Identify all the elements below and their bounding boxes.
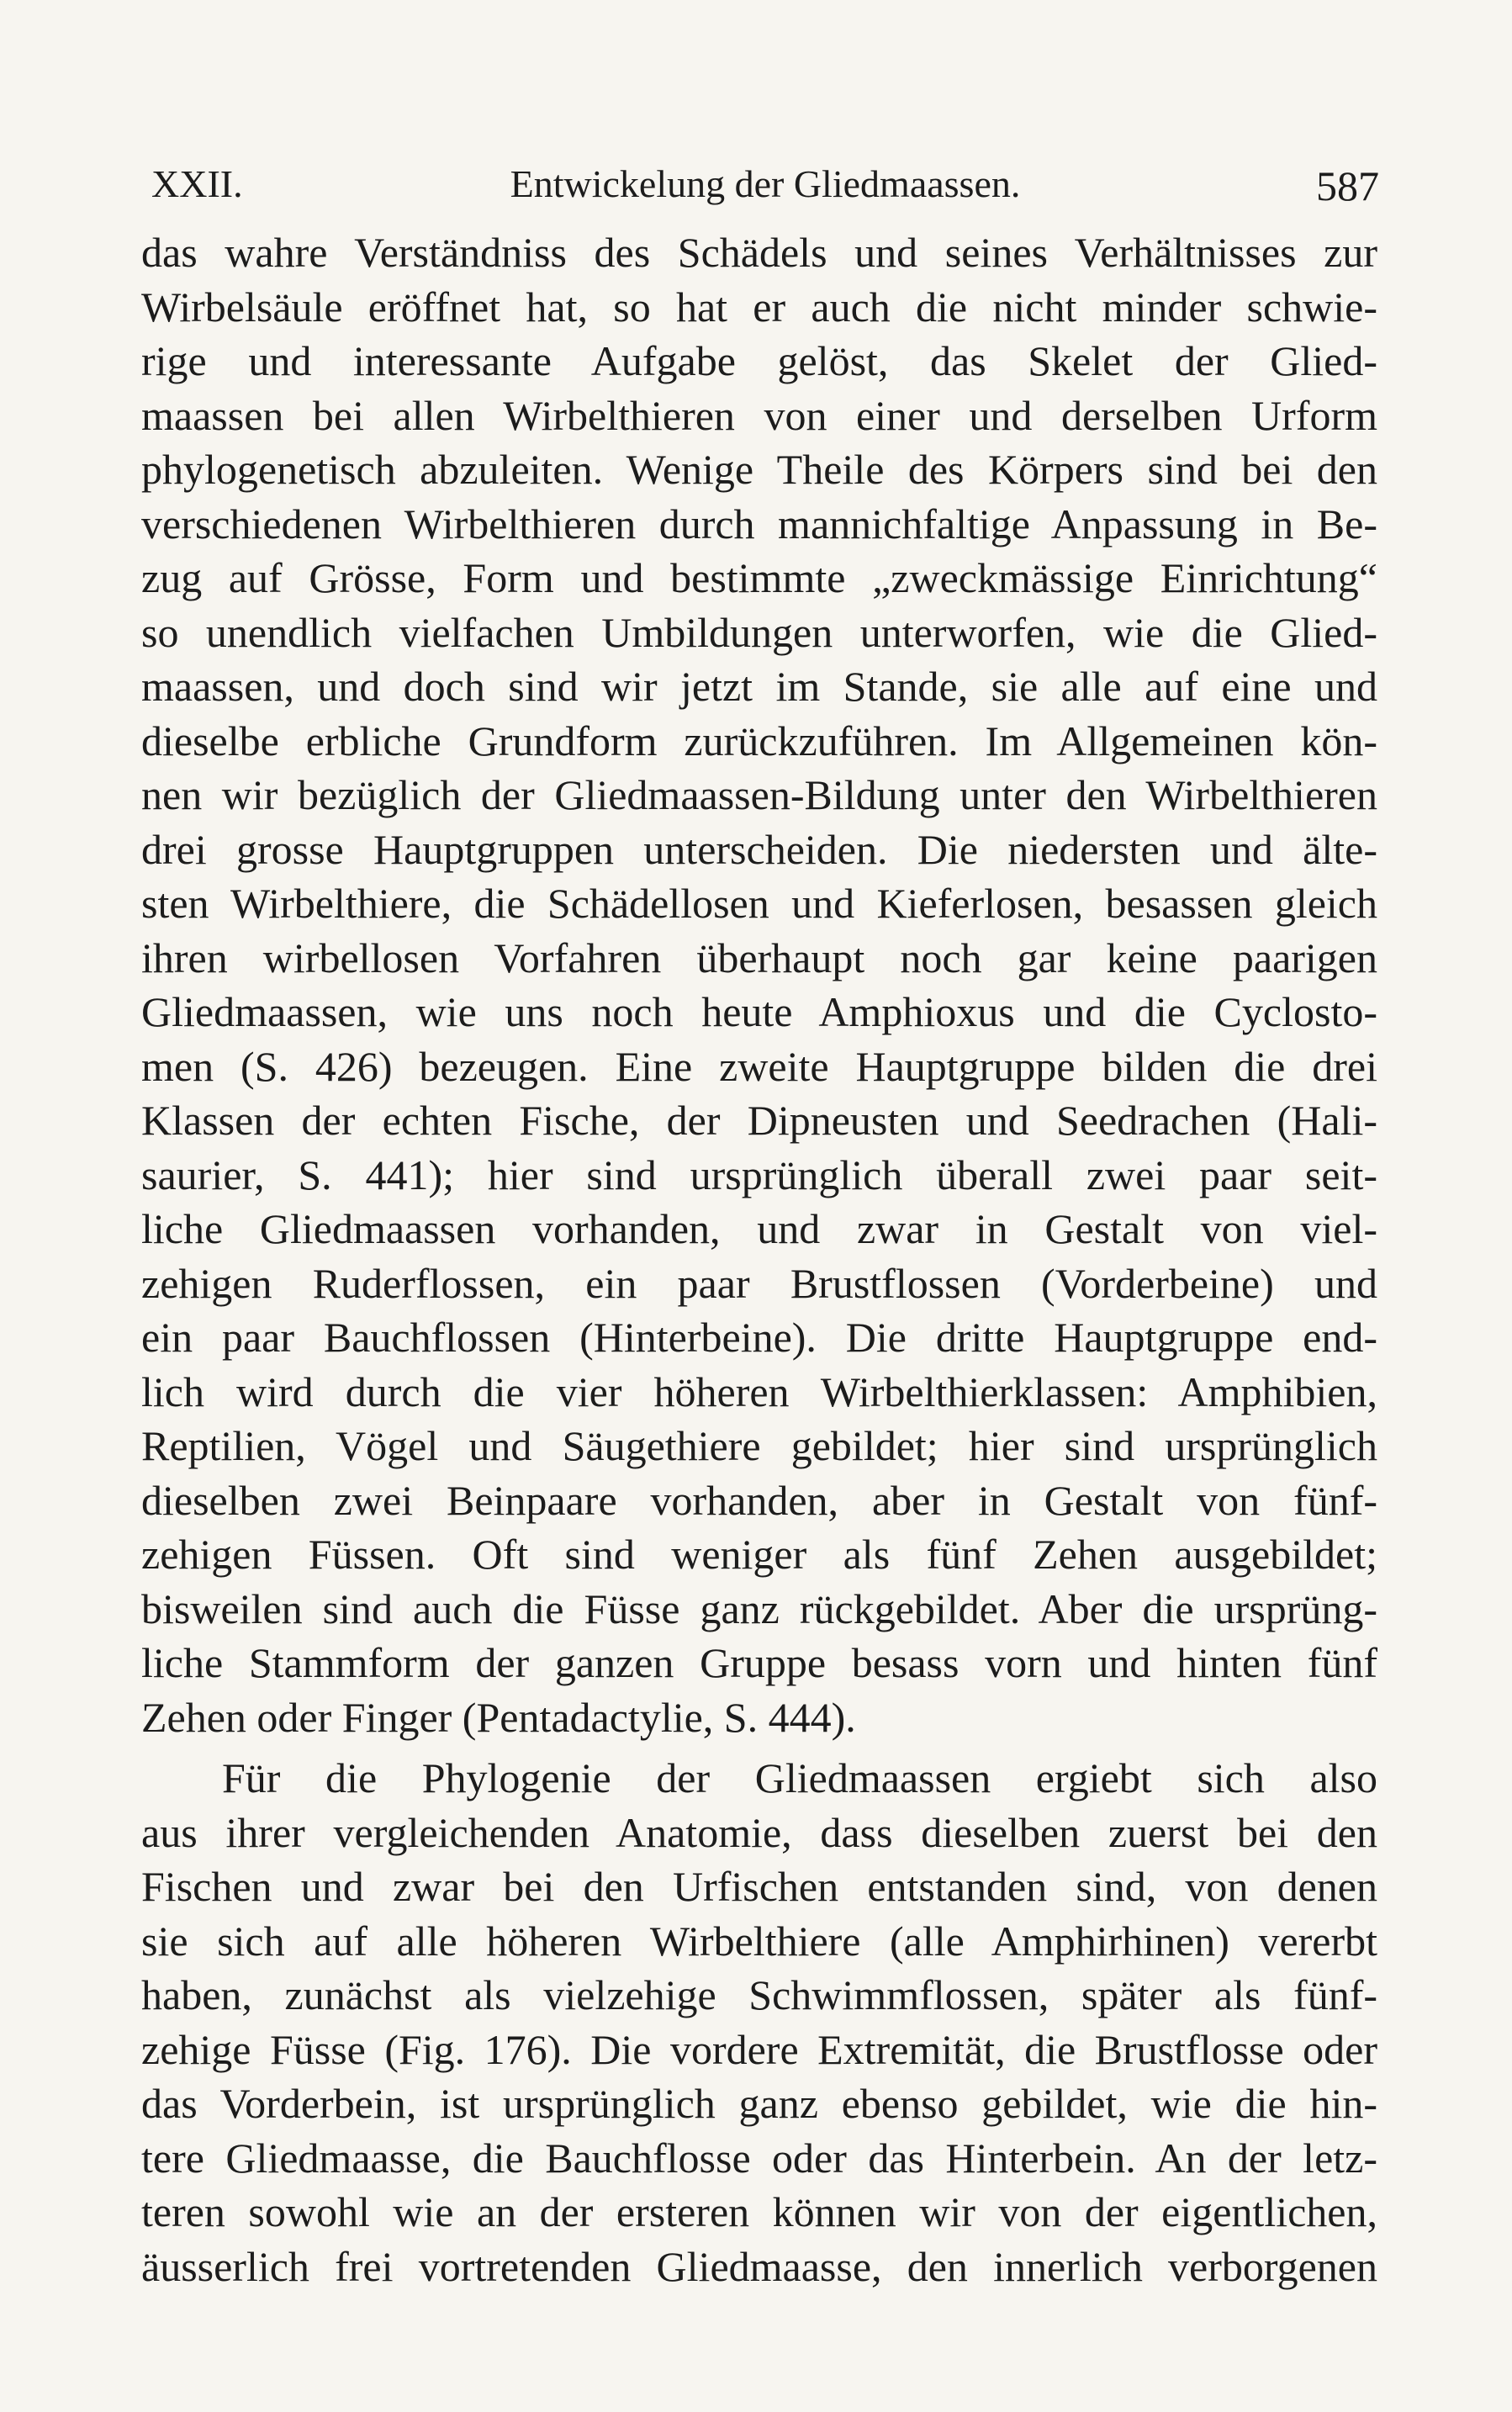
text-line: Klassen der echten Fische, der Dipneusten und Seedrachen (Hali- <box>141 1097 1377 1144</box>
running-header <box>151 161 1379 212</box>
text-line: Wirbelsäule eröffnet hat, so hat er auch die nicht minder schwie- <box>141 283 1377 331</box>
text-line: so unendlich vielfachen Umbildungen unterworfen, wie die Glied- <box>141 608 1377 656</box>
text-line: rige und interessante Aufgabe gelöst, das Skelet der Glied- <box>141 337 1377 384</box>
text-line: Fischen und zwar bei den Urfischen entstanden sind, von denen <box>141 1863 1377 1910</box>
text-line: lich wird durch die vier höheren Wirbelthierklassen: Amphibien, <box>141 1367 1377 1415</box>
text-line: dieselbe erbliche Grundform zurückzuführen. Im Allgemeinen kön- <box>141 717 1377 764</box>
text-line: Zehen oder Finger (Pentadactylie, S. 444). <box>141 1693 856 1741</box>
running-title: Entwickelung der Gliedmaassen. <box>510 162 1021 205</box>
text-line: nen wir bezüglich der Gliedmaassen-Bildung unter den Wirbelthieren <box>141 771 1377 818</box>
paragraph-1 <box>141 225 1377 1744</box>
chapter-number: XXII. <box>151 162 243 205</box>
text-line: äusserlich frei vortretenden Gliedmaasse, den innerlich verborgenen <box>141 2242 1377 2290</box>
text-line: tere Gliedmaasse, die Bauchflosse oder das Hinterbein. An der letz- <box>141 2134 1377 2182</box>
text-line: haben, zunächst als vielzehige Schwimmflossen, später als fünf- <box>141 1971 1377 2018</box>
text-line: phylogenetisch abzuleiten. Wenige Theile des Körpers sind bei den <box>141 446 1377 493</box>
page-number: 587 <box>1316 162 1379 209</box>
text-line: aus ihrer vergleichenden Anatomie, dass dieselben zuerst bei den <box>141 1808 1377 1856</box>
text-line: zehige Füsse (Fig. 176). Die vordere Extremität, die Brustflosse oder <box>141 2025 1377 2073</box>
body-text <box>141 225 1377 2293</box>
text-line: maassen, und doch sind wir jetzt im Stande, sie alle auf eine und <box>141 663 1377 710</box>
paragraph-gap <box>141 1744 1377 1751</box>
text-line: Für die Phylogenie der Gliedmaassen ergiebt sich also <box>222 1754 1377 1801</box>
text-line: drei grosse Hauptgruppen unterscheiden. Die niedersten und älte- <box>141 825 1377 873</box>
text-line: liche Gliedmaassen vorhanden, und zwar in Gestalt von viel- <box>141 1205 1377 1252</box>
text-line: saurier, S. 441); hier sind ursprünglich überall zwei paar seit- <box>141 1150 1377 1198</box>
text-line: das Vorderbein, ist ursprünglich ganz ebenso gebildet, wie die hin- <box>141 2080 1377 2127</box>
text-line: verschiedenen Wirbelthieren durch mannichfaltige Anpassung in Be- <box>141 500 1377 547</box>
text-line: zug auf Grösse, Form und bestimmte „zweckmässige Einrichtung“ <box>141 554 1377 601</box>
text-line: ihren wirbellosen Vorfahren überhaupt noch gar keine paarigen <box>141 934 1377 981</box>
text-line: men (S. 426) bezeugen. Eine zweite Hauptgruppe bilden die drei <box>141 1042 1377 1090</box>
text-line: Reptilien, Vögel und Säugethiere gebildet; hier sind ursprünglich <box>141 1422 1377 1469</box>
text-line: teren sowohl wie an der ersteren können wir von der eigentlichen, <box>141 2188 1377 2235</box>
text-line: liche Stammform der ganzen Gruppe besass vorn und hinten fünf <box>141 1639 1377 1686</box>
text-line: ein paar Bauchflossen (Hinterbeine). Die dritte Hauptgruppe end- <box>141 1314 1377 1361</box>
paragraph-2 <box>141 1751 1377 2293</box>
text-line: sten Wirbelthiere, die Schädellosen und Kieferlosen, besassen gleich <box>141 880 1377 927</box>
text-line: zehigen Ruderflossen, ein paar Brustflossen (Vorderbeine) und <box>141 1259 1377 1307</box>
text-line: sie sich auf alle höheren Wirbelthiere (alle Amphirhinen) vererbt <box>141 1917 1377 1965</box>
text-line: dieselben zwei Beinpaare vorhanden, aber in Gestalt von fünf- <box>141 1476 1377 1524</box>
text-line: das wahre Verständniss des Schädels und seines Verhältnisses zur <box>141 229 1377 276</box>
text-line: Gliedmaassen, wie uns noch heute Amphioxus und die Cyclosto- <box>141 988 1377 1035</box>
text-line: bisweilen sind auch die Füsse ganz rückgebildet. Aber die ursprüng- <box>141 1584 1377 1632</box>
text-line: maassen bei allen Wirbelthieren von einer und derselben Urform <box>141 391 1377 439</box>
text-line: zehigen Füssen. Oft sind weniger als fünf Zehen ausgebildet; <box>141 1531 1377 1578</box>
